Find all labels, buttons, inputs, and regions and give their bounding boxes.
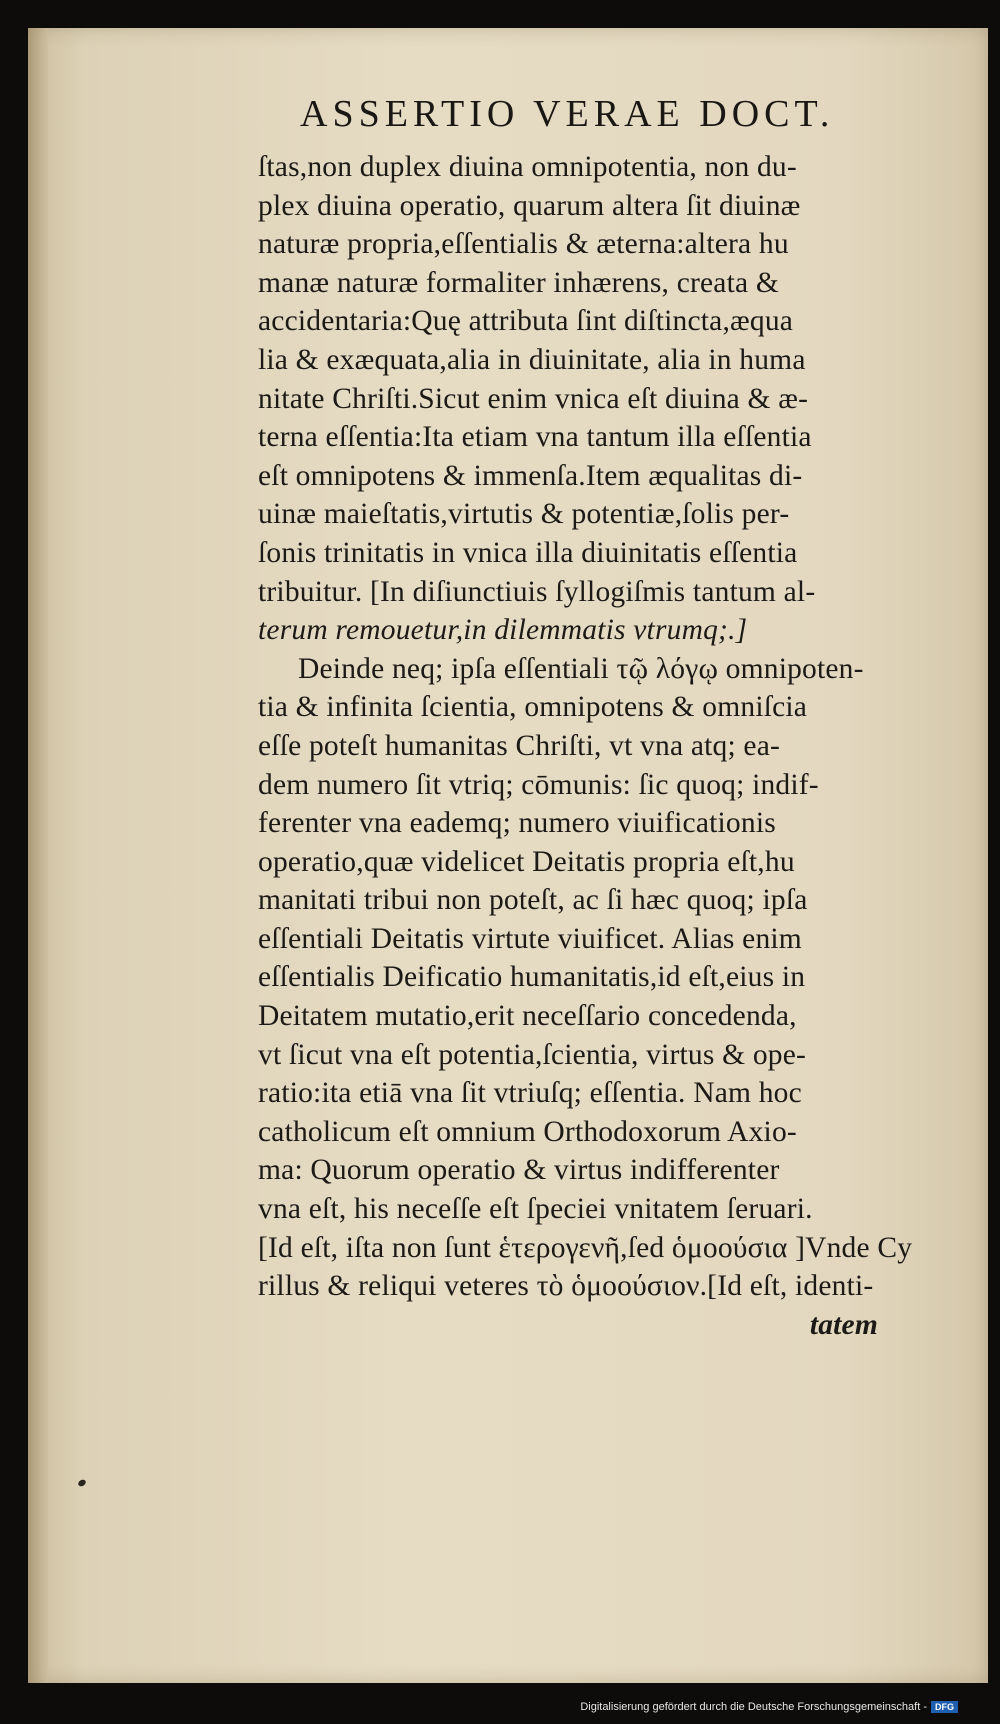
text-line: plex diuina operatio, quarum altera ſit diuinæ — [258, 189, 801, 222]
text-line: lia & exæquata,alia in diuinitate, alia in huma — [258, 343, 806, 376]
text-line: naturæ propria,eſſentialis & æterna:altera hu — [258, 228, 789, 261]
text-line: vna eſt, his neceſſe eſt ſpeciei vnitatem ſeruari. — [258, 1193, 813, 1226]
text-line: eſſentiali Deitatis virtute viuificet. Alias enim — [258, 922, 802, 955]
text-line: rillus & reliqui veteres τὸ ὁμοούσιον.[Id eſt, identi- — [258, 1270, 874, 1303]
text-line: accidentaria:Quę attributa ſint diſtincta,æqua — [258, 305, 794, 338]
text-line: ma: Quorum operatio & virtus indifferenter — [258, 1154, 780, 1187]
text-line: [Id eſt, iſta non ſunt ἑτερογενῆ,ſed ὁμοούσια ]Vnde Cy — [258, 1231, 913, 1264]
footer-credit-text: Digitalisierung gefördert durch die Deutsche Forschungsgemeinschaft - — [580, 1701, 927, 1713]
text-line: eſſe poteſt humanitas Chriſti, vt vna atq; ea- — [258, 729, 781, 762]
text-line: terum remouetur,in dilemmatis vtrumq;.] — [258, 614, 748, 647]
text-line: ferenter vna eademq; numero viuificationis — [258, 807, 776, 840]
text-line: ſonis trinitatis in vnica illa diuinitatis eſſentia — [258, 536, 798, 569]
page-gutter — [28, 28, 48, 1683]
text-line: eſſentialis Deificatio humanitatis,id eſt,eius in — [258, 961, 806, 994]
text-line: nitate Chriſti.Sicut enim vnica eſt diuina & æ- — [258, 382, 809, 415]
text-line: eſt omnipotens & immenſa.Item æqualitas di- — [258, 459, 803, 492]
text-line: catholicum eſt omnium Orthodoxorum Axio- — [258, 1115, 797, 1148]
body-text — [258, 148, 938, 1344]
footer-credit — [580, 1701, 958, 1713]
text-line: tia & infinita ſcientia, omnipotens & omniſcia — [258, 691, 808, 724]
text-line: vt ſicut vna eſt potentia,ſcientia, virtus & ope- — [258, 1038, 807, 1071]
dfg-logo: DFG — [931, 1701, 958, 1713]
text-line: Deinde neq; ipſa eſſentiali τῷ λόγῳ omnipoten- — [298, 652, 864, 685]
text-line: ſtas,non duplex diuina omnipotentia, non du- — [258, 151, 797, 183]
text-line: manitati tribui non poteſt, ac ſi hæc quoq; ipſa — [258, 884, 808, 917]
text-line: uinæ maieſtatis,virtutis & potentiæ,ſolis per- — [258, 498, 790, 531]
text-line: operatio,quæ videlicet Deitatis propria eſt,hu — [258, 845, 795, 878]
running-head: ASSERTIO VERAE DOCT. — [300, 93, 835, 135]
text-line: manæ naturæ formaliter inhærens, creata & — [258, 266, 780, 299]
text-line: dem numero ſit vtriq; cōmunis: ſic quoq; indif- — [258, 768, 819, 801]
text-line: tribuitur. [In diſiunctiuis ſyllogiſmis tantum al- — [258, 575, 816, 608]
text-line: terna eſſentia:Ita etiam vna tantum illa eſſentia — [258, 421, 812, 454]
catchword: tatem — [809, 1308, 878, 1341]
text-line: ratio:ita etiā vna ſit vtriuſq; eſſentia. Nam hoc — [258, 1077, 802, 1110]
text-line: Deitatem mutatio,erit neceſſario concedenda, — [258, 1000, 797, 1033]
